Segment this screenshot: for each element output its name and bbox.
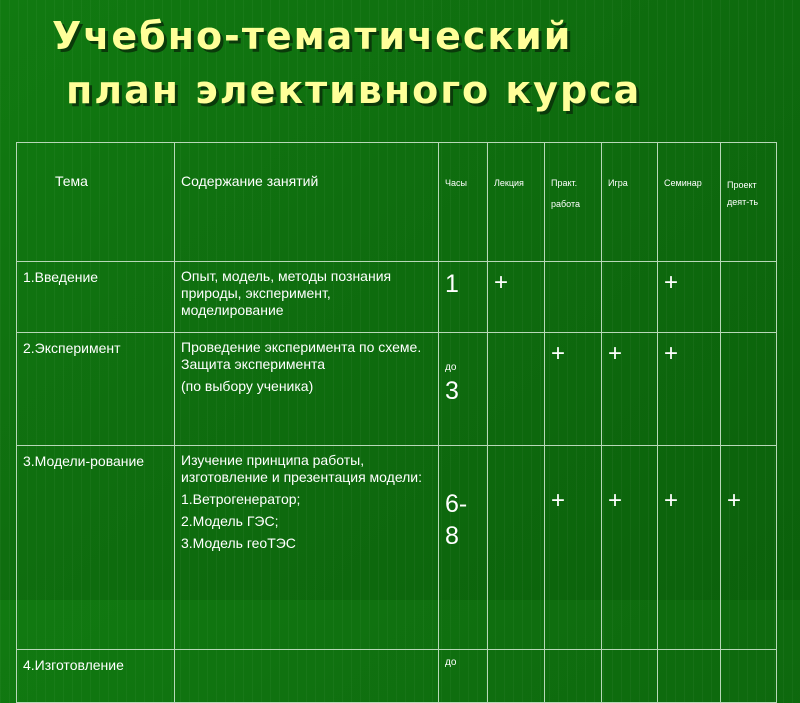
- row-project: [721, 650, 777, 703]
- hours-value: 1: [445, 270, 459, 298]
- header-hours: Часы: [439, 143, 488, 262]
- row-practice: +: [545, 446, 602, 650]
- header-lecture: Лекция: [488, 143, 545, 262]
- row-seminar: +: [658, 262, 721, 333]
- row-lecture: [488, 446, 545, 650]
- hours-value: 3: [445, 377, 459, 405]
- row-practice: [545, 650, 602, 703]
- row-lecture: [488, 650, 545, 703]
- header-topic: Тема: [17, 143, 175, 262]
- table-row: [17, 650, 777, 703]
- row-content: [175, 262, 439, 333]
- row-seminar: +: [658, 446, 721, 650]
- content-line: Изучение принципа работы, изготовление и презентация модели:: [181, 452, 423, 485]
- row-lecture: [488, 333, 545, 446]
- row-topic: 4.Изготовление: [17, 650, 175, 703]
- content-line: Опыт, модель, методы познания природы, эксперимент, моделирование: [181, 268, 392, 318]
- row-project: [721, 262, 777, 333]
- title-line-2: план элективного курса: [66, 68, 642, 112]
- table-row: [17, 446, 777, 650]
- header-seminar: Семинар: [658, 143, 721, 262]
- hours-value: 6-8: [445, 490, 468, 550]
- row-game: +: [602, 446, 658, 650]
- row-content: [175, 446, 439, 650]
- row-hours: [439, 333, 488, 446]
- row-hours: [439, 262, 488, 333]
- row-topic: 2.Эксперимент: [17, 333, 175, 446]
- row-practice: [545, 262, 602, 333]
- table-row: [17, 262, 777, 333]
- header-game: Игра: [602, 143, 658, 262]
- row-content: [175, 650, 439, 703]
- row-topic: 1.Введение: [17, 262, 175, 333]
- header-practice: Практ. работа: [545, 143, 602, 262]
- row-topic: 3.Модели-рование: [17, 446, 175, 650]
- row-content: [175, 333, 439, 446]
- row-game: [602, 650, 658, 703]
- row-hours: [439, 446, 488, 650]
- course-plan-table: [16, 142, 777, 703]
- row-lecture: +: [488, 262, 545, 333]
- row-hours: [439, 650, 488, 703]
- title-line-1: Учебно-тематический: [52, 14, 573, 58]
- row-practice: +: [545, 333, 602, 446]
- header-content: Содержание занятий: [175, 143, 439, 262]
- hours-prefix: до: [445, 657, 457, 668]
- row-project: [721, 333, 777, 446]
- content-line: 2.Модель ГЭС;: [181, 513, 279, 529]
- row-game: [602, 262, 658, 333]
- slide-title: [0, 0, 800, 130]
- header-row: [17, 143, 777, 262]
- row-game: +: [602, 333, 658, 446]
- hours-prefix: до: [445, 362, 457, 373]
- row-seminar: +: [658, 333, 721, 446]
- table-row: [17, 333, 777, 446]
- content-line: 3.Модель геоТЭС: [181, 535, 296, 551]
- content-line: Проведение эксперимента по схеме. Защита эксперимента: [181, 339, 422, 372]
- header-project: Проект деят-ть: [721, 143, 777, 262]
- content-line: (по выбору ученика): [181, 378, 314, 394]
- row-project: +: [721, 446, 777, 650]
- row-seminar: [658, 650, 721, 703]
- content-line: 1.Ветрогенератор;: [181, 491, 301, 507]
